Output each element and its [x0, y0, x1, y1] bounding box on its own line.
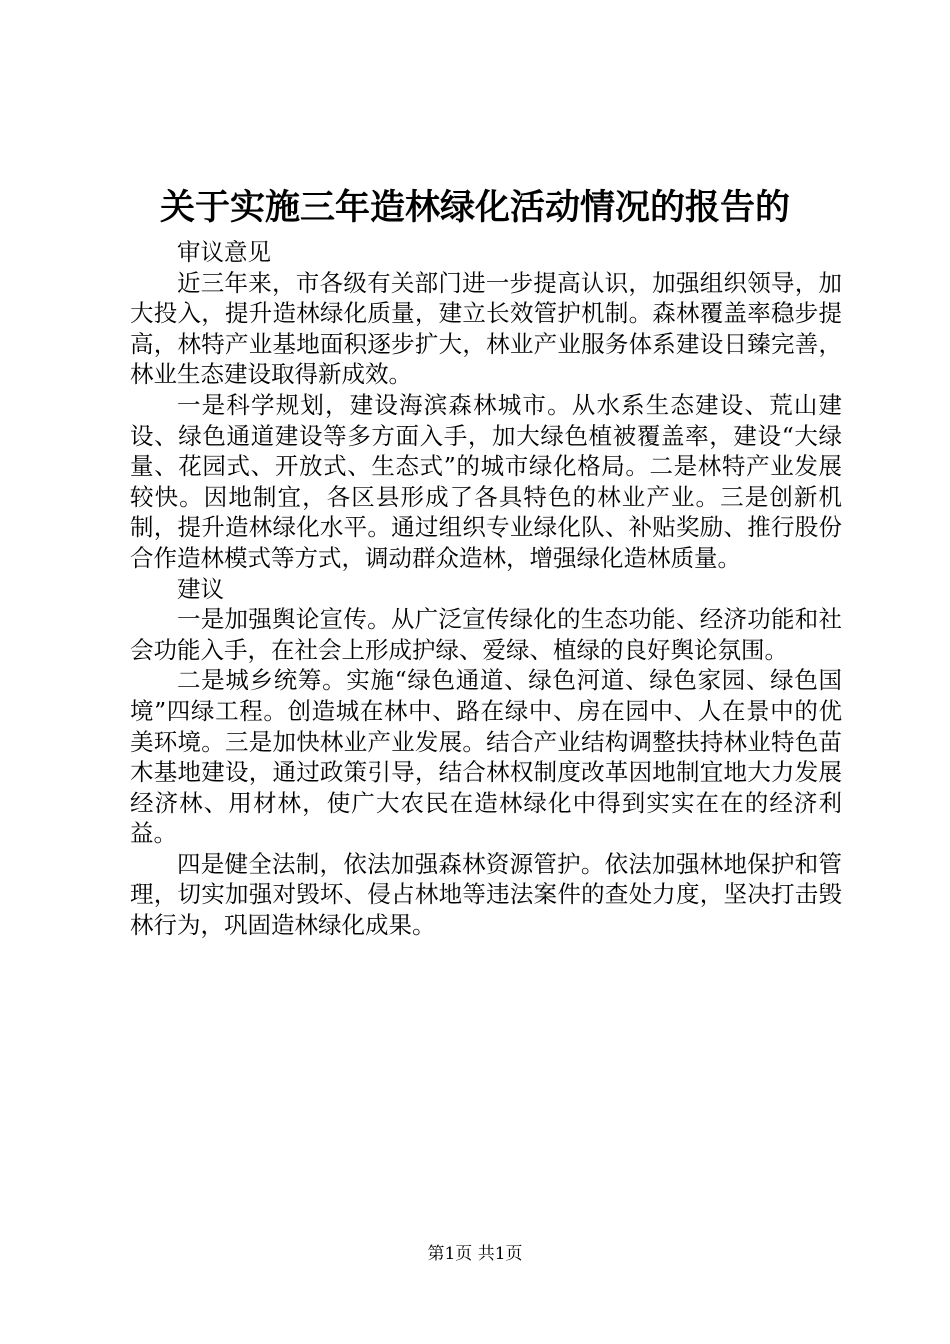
page-number-footer: 第1页 共1页: [427, 1244, 523, 1264]
paragraph-suggestion-urban-rural: 二是城乡统筹。实施“绿色通道、绿色河道、绿色家园、绿色国境”四绿工程。创造城在林中、路在绿中、房在园中、人在景中的优美环境。三是加快林业产业发展。结合产业结构调整扶持林业特色苗木基地建设，通过政策引导，结合林权制度改革因地制宜地大力发展经济林、用材林，使广大农民在造林绿化中得到实实在在的经济利益。: [130, 666, 842, 848]
document-title: 关于实施三年造林绿化活动情况的报告的: [159, 187, 790, 228]
paragraph-suggestion-publicity: 一是加强舆论宣传。从广泛宣传绿化的生态功能、经济功能和社会功能入手，在社会上形成护绿、爱绿、植绿的良好舆论氛围。: [130, 605, 842, 664]
paragraph-suggestion-legal: 四是健全法制，依法加强森林资源管护。依法加强林地保护和管理，切实加强对毁坏、侵占林地等违法案件的查处力度，坚决打击毁林行为，巩固造林绿化成果。: [130, 849, 842, 940]
paragraph-achievements: 一是科学规划，建设海滨森林城市。从水系生态建设、荒山建设、绿色通道建设等多方面入手，加大绿色植被覆盖率，建设“大绿量、花园式、开放式、生态式”的城市绿化格局。二是林特产业发展较快。因地制宜，各区县形成了各具特色的林业产业。三是创新机制，提升造林绿化水平。通过组织专业绿化队、补贴奖励、推行股份合作造林模式等方式，调动群众造林，增强绿化造林质量。: [130, 390, 842, 572]
document-body: [130, 237, 842, 941]
paragraph-summary: 近三年来，市各级有关部门进一步提高认识，加强组织领导，加大投入，提升造林绿化质量，建立长效管护机制。森林覆盖率稳步提高，林特产业基地面积逐步扩大，林业产业服务体系建设日臻完善，林业生态建设取得新成效。: [130, 268, 842, 389]
paragraph-suggestions-heading: 建议: [177, 574, 224, 603]
paragraph-review-heading: 审议意见: [177, 238, 271, 266]
